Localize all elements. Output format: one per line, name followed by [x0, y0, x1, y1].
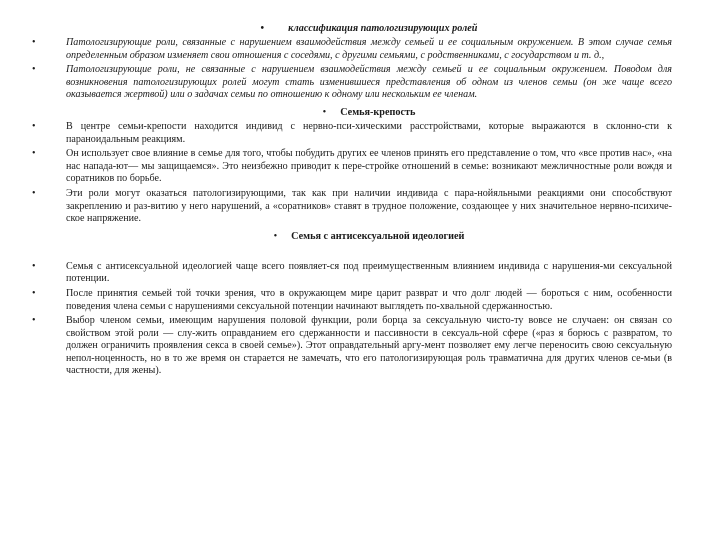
list-item — [32, 148, 672, 186]
list-item — [32, 187, 672, 226]
bullet-icon: • — [32, 287, 36, 299]
bullet-icon: • — [322, 106, 327, 118]
paragraph-text: Патологизирующие роли, не связанные с нарушением взаимодействия между семьей и ее социальным окружением. Поводом для возникновения патологизирующих ролей могут стать изменившиеся представления об одном из членов семьи (он же чаще всего оказывается жертвой) или о задачах семьи по отношению к одному или нескольким ее членам. — [66, 64, 672, 101]
list-item — [32, 37, 672, 62]
list-item — [32, 287, 672, 313]
spacer — [66, 245, 672, 261]
list-item — [32, 260, 672, 286]
bullet-icon: • — [32, 64, 36, 76]
section-heading-text: Семья с антисексуальной идеологией — [291, 230, 465, 242]
list-item — [32, 315, 672, 378]
paragraph-text: Эти роли могут оказаться патологизирующими, так как при наличии индивида с пара-нойяльными реакциями они способствуют закреплению и раз-витию у него нарушений, а «соратников» ставят в трудное положение, создающее у них значительное нервно-психиче-ское напряжение. — [66, 187, 672, 225]
bullet-icon: • — [32, 187, 36, 199]
bullet-icon: • — [32, 315, 36, 327]
paragraph-text: Выбор членом семьи, имеющим нарушения половой функции, роли борца за сексуальную чисто-ту вовсе не случаен: он связан со свойством этой роли — слу-жить оправданием его сдержанности и пассивности в сексуаль-ной сфере («раз я борюсь с развратом, то должен ограничить проявления секса в своей семье»). Этот оправдательный аргу-мент позволяет ему легче переносить свою сексуальную непол-ноценность, но в то же время он старается не замечать, что его патологизирующая роль травматична для других членов се-мьи (в частности, для жены). — [66, 315, 672, 377]
list-item — [32, 64, 672, 102]
paragraph-text: Он использует свое влияние в семье для того, чтобы побудить других ее членов принять его представление о том, что «все против нас», «на нас напада-ют— мы защищаемся». Это неизбежно приводит к пере-стройке отношений в семье: возникают межличностные роли вождя и соратников по борьбе. — [66, 148, 672, 185]
bullet-icon: • — [32, 148, 36, 160]
paragraph-text: В центре семьи-крепости находится индивид с нервно-пси-хическими расстройствами, которые выражаются в склонно-сти к параноидальным реакциям. — [66, 120, 672, 145]
bullet-icon: • — [273, 230, 278, 242]
bullet-icon: • — [32, 120, 36, 132]
slide-title — [66, 22, 672, 35]
section-heading — [66, 230, 672, 243]
section-heading-text: Семья-крепость — [340, 106, 416, 118]
slide-content — [32, 22, 672, 380]
slide-title-text: классификация патологизирующих ролей — [288, 23, 478, 34]
section-heading — [66, 106, 672, 119]
bullet-icon: • — [32, 260, 36, 272]
bullet-icon: • — [260, 23, 265, 34]
paragraph-text: После принятия семьей той точки зрения, что в окружающем мире царит разврат и что долг людей — бороться с ним, особенности поведения члена семьи с нарушениями сексуальной потенции начинают выглядеть по-хвальной сдержанностью. — [66, 287, 672, 312]
bullet-icon: • — [32, 37, 36, 48]
paragraph-text: Патологизирующие роли, связанные с нарушением взаимодействия между семьей и ее социальным окружением. В этом случае семья определенным образом изменяет свои отношения с соседями, с другими семьями, с родственниками, с государством и т. д., — [66, 37, 672, 61]
list-item — [32, 120, 672, 146]
paragraph-text: Семья с антисексуальной идеологией чаще всего появляет-ся под преимущественным влиянием индивида с нарушения-ми сексуальной потенции. — [66, 260, 672, 285]
